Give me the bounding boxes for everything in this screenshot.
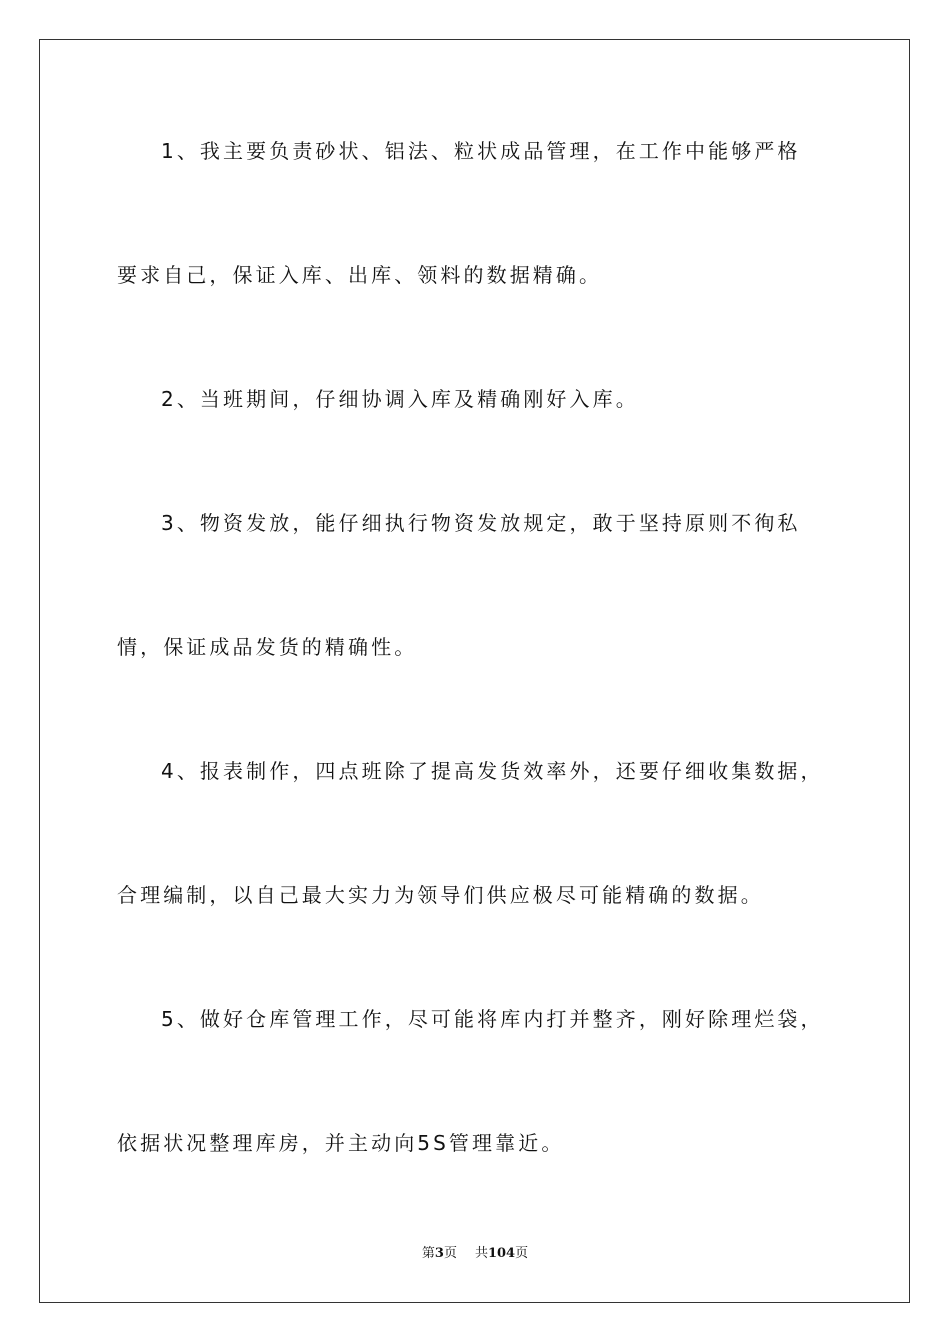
paragraph-1-line-1: 1、我主要负责砂状、铝法、粒状成品管理，在工作中能够严格: [161, 139, 801, 163]
paragraph-4-line-1: 4、报表制作，四点班除了提高发货效率外，还要仔细收集数据，: [161, 759, 824, 783]
page-footer: [0, 1245, 950, 1263]
page-suffix: 页: [443, 1246, 457, 1261]
paragraph-3-line-1: 3、物资发放，能仔细执行物资发放规定，敢于坚持原则不徇私: [161, 511, 801, 535]
paragraph-1-line-2: 要求自己，保证入库、出库、领料的数据精确。: [117, 263, 603, 287]
paragraph-2-line-1: 2、当班期间，仔细协调入库及精确刚好入库。: [161, 387, 639, 411]
page-border: [39, 39, 910, 1303]
page-prefix: 第: [421, 1246, 435, 1261]
paragraph-3-line-2: 情，保证成品发货的精确性。: [117, 635, 418, 659]
total-pages-number: 104: [487, 1246, 516, 1261]
paragraph-5-line-2: 依据状况整理库房，并主动向5S管理靠近。: [117, 1131, 565, 1155]
total-prefix: 共: [474, 1246, 488, 1261]
current-page-number: 3: [434, 1246, 444, 1261]
total-suffix: 页: [515, 1246, 529, 1261]
paragraph-4-line-2: 合理编制，以自己最大实力为领导们供应极尽可能精确的数据。: [117, 883, 764, 907]
paragraph-5-line-1: 5、做好仓库管理工作，尽可能将库内打并整齐，刚好除理烂袋，: [161, 1007, 824, 1031]
